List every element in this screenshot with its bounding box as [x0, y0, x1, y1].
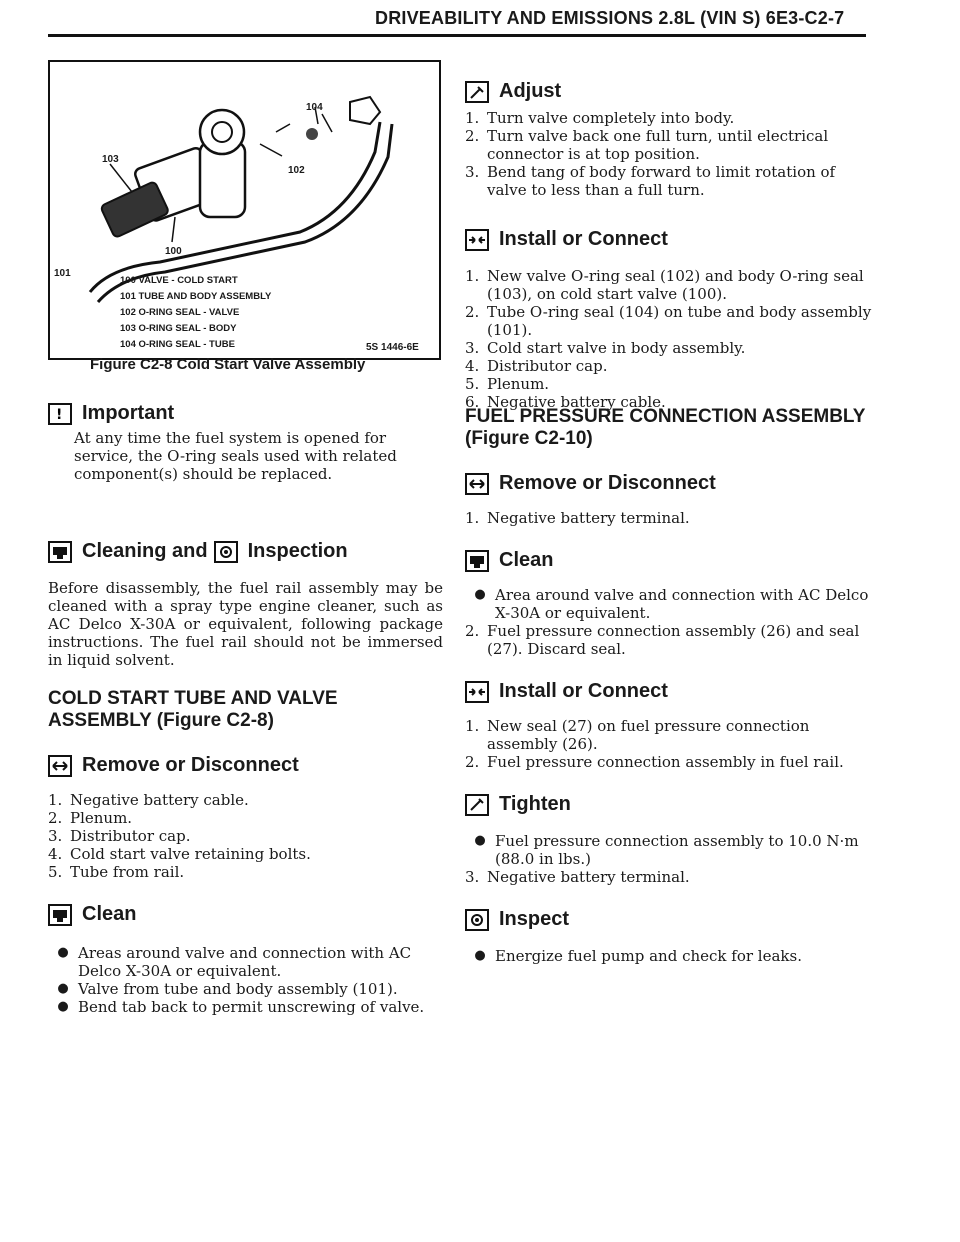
inspect-title: Inspect	[499, 908, 570, 930]
legend-item: 103 O-RING SEAL - BODY	[120, 323, 237, 334]
list-item: 3. Bend tang of body forward to limit rotation of valve to less than a full turn.	[465, 163, 836, 199]
clean-icon	[48, 904, 72, 926]
remove-icon	[465, 473, 489, 495]
page-header: DRIVEABILITY AND EMISSIONS 2.8L (VIN S) 6E3-C2-7	[375, 8, 845, 28]
list-item: 3. Cold start valve in body assembly.	[465, 339, 746, 357]
list-item: 1. Turn valve completely into body.	[465, 109, 735, 127]
legend-item: 102 O-RING SEAL - VALVE	[120, 307, 240, 318]
figure-legend	[120, 273, 271, 353]
important-section	[48, 402, 443, 483]
list-item: 2. Plenum.	[48, 809, 133, 827]
remove-title: Remove or Disconnect	[82, 754, 299, 776]
callout-100: 100	[165, 246, 182, 257]
list-item: 1. Negative battery terminal.	[465, 509, 690, 527]
list-item: 4. Cold start valve retaining bolts.	[48, 845, 311, 863]
clean-icon	[48, 541, 72, 563]
list-item: 2. Fuel pressure connection assembly in fuel rail.	[465, 753, 844, 771]
list-item: ● Area around valve and connection with AC Delco X-30A or equivalent.	[474, 586, 869, 622]
list-item: 6. Negative battery cable.	[465, 393, 666, 411]
cleaning-section	[48, 540, 443, 669]
cold-start-heading: COLD START TUBE AND VALVE ASSEMBLY (Figure C2-8)	[48, 688, 338, 731]
tighten-title: Tighten	[499, 793, 571, 815]
adjust-title: Adjust	[499, 80, 562, 102]
inspect-icon	[214, 541, 238, 563]
list-item: ● Energize fuel pump and check for leaks.	[474, 947, 802, 965]
list-item: ● Valve from tube and body assembly (101).	[57, 980, 398, 998]
list-item: 2. Fuel pressure connection assembly (26) and seal (27). Discard seal.	[465, 622, 860, 658]
callout-103: 103	[102, 154, 119, 165]
cleaning-title-a: Cleaning and	[82, 540, 208, 562]
list-item: 1. New valve O-ring seal (102) and body O-ring seal (103), on cold start valve (100).	[465, 267, 864, 303]
legend-item: 100 VALVE - COLD START	[120, 275, 238, 286]
cleaning-text: Before disassembly, the fuel rail assembly may be cleaned with a spray type engine cleaner, such as AC Delco X-30A or equivalent, following package instructions. The fuel rail should not be immersed in liquid solvent.	[48, 579, 443, 669]
callout-104: 104	[306, 102, 323, 113]
tighten-icon	[465, 794, 489, 816]
clean-title: Clean	[82, 903, 137, 925]
important-text: At any time the fuel system is opened for service, the O-ring seals used with related component(s) should be replaced.	[74, 429, 397, 483]
important-title: Important	[82, 402, 175, 424]
clean-icon	[465, 550, 489, 572]
list-item: 2. Tube O-ring seal (104) on tube and body assembly (101).	[465, 303, 872, 339]
list-item: ● Bend tab back to permit unscrewing of valve.	[57, 998, 425, 1016]
callout-102: 102	[288, 165, 305, 176]
install-icon	[465, 229, 489, 251]
list-item: ● Areas around valve and connection with AC Delco X-30A or equivalent.	[57, 944, 412, 980]
legend-item: 104 O-RING SEAL - TUBE	[120, 339, 235, 350]
install-title: Install or Connect	[499, 228, 668, 250]
inspect-icon	[465, 909, 489, 931]
install-title: Install or Connect	[499, 680, 668, 702]
adjust-icon	[465, 81, 489, 103]
list-item: 2. Turn valve back one full turn, until electrical connector is at top position.	[465, 127, 829, 163]
install-section	[465, 228, 875, 411]
callout-101: 101	[54, 268, 71, 279]
fuel-pressure-heading: FUEL PRESSURE CONNECTION ASSEMBLY (Figure C2-10)	[465, 406, 866, 449]
legend-item: 101 TUBE AND BODY ASSEMBLY	[120, 291, 272, 302]
remove-title: Remove or Disconnect	[499, 472, 716, 494]
list-item: 1. New seal (27) on fuel pressure connection assembly (26).	[465, 717, 810, 753]
cold-start-section	[48, 688, 443, 1016]
figure-id: 5S 1446-6E	[366, 342, 419, 353]
remove-icon	[48, 755, 72, 777]
list-item: 1. Negative battery cable.	[48, 791, 249, 809]
cleaning-title-b: Inspection	[247, 540, 348, 562]
list-item: 4. Distributor cap.	[465, 357, 608, 375]
header-rule	[48, 34, 866, 37]
svg-text:!: !	[56, 406, 63, 422]
fuel-pressure-section	[465, 406, 875, 965]
install-icon	[465, 681, 489, 703]
list-item: 5. Tube from rail.	[48, 863, 185, 881]
adjust-section	[465, 80, 875, 199]
list-item: 3. Distributor cap.	[48, 827, 191, 845]
list-item: ● Fuel pressure connection assembly to 10.0 N·m (88.0 in lbs.)	[474, 832, 859, 868]
list-item: 3. Negative battery terminal.	[465, 868, 690, 886]
clean-title: Clean	[499, 549, 554, 571]
important-icon	[48, 403, 72, 425]
figure-caption: Figure C2-8 Cold Start Valve Assembly	[90, 356, 366, 373]
list-item: 5. Plenum.	[465, 375, 550, 393]
